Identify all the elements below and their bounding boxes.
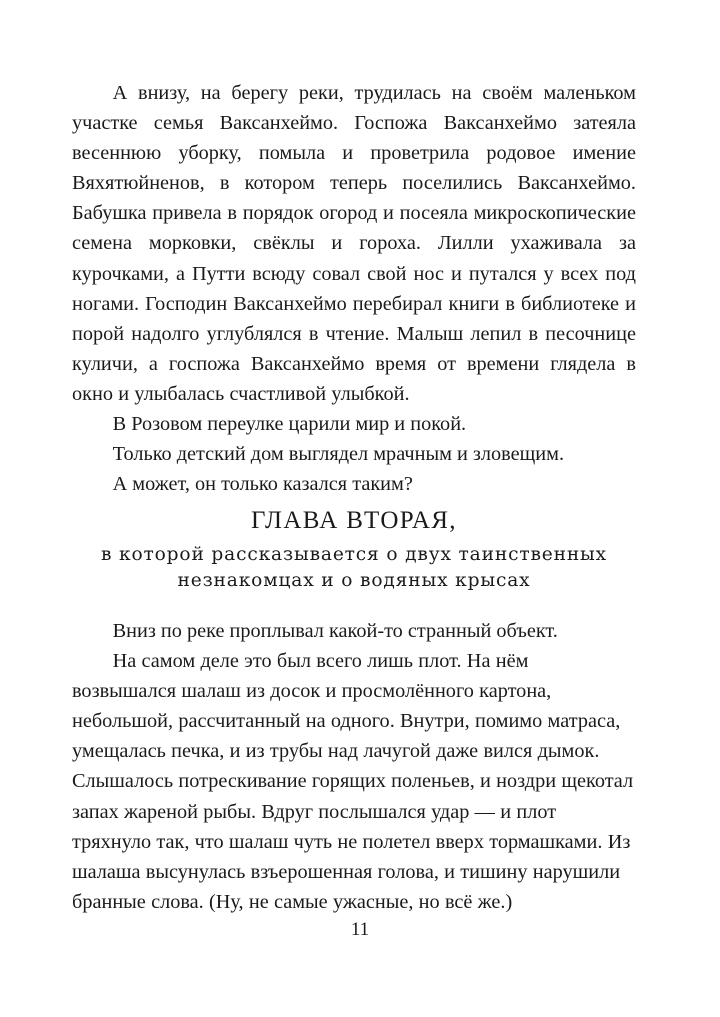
paragraph: Вниз по реке проплывал какой-то странный объект.: [112, 620, 558, 642]
body-text-top: [72, 78, 636, 499]
paragraph: А может, он только казался таким?: [112, 473, 413, 496]
paragraph: На самом деле это был всего лишь плот. На нём возвышался шалаш из досок и просмолённого картона, небольшой, рассчитанный на одного. Внутри, помимо матраса, умещалась печка, и из трубы над лачугой даже вился дымок. Слышалось потрескивание горящих поленьев, и ноздри щекотал запах жареной рыбы. Вдруг послышался удар — и плот тряхнуло так, что шалаш чуть не полетел вверх тормашками. Из шалаша высунулась взъерошенная голова, и тишину нарушили бранные слова. (Ну, не самые ужасные, но всё же.): [72, 650, 634, 913]
chapter-heading: [72, 505, 636, 594]
chapter-subtitle-line-2: незнакомцах и о водяных крысах: [177, 570, 531, 591]
body-text-bottom: [72, 616, 636, 917]
paragraph: В Розовом переулке царили мир и покой.: [112, 413, 467, 436]
paragraph: Только детский дом выглядел мрачным и зловещим.: [112, 443, 565, 466]
paragraph: А внизу, на берегу реки, трудилась на своём маленьком участке семья Ваксанхеймо. Госпожа Ваксанхеймо затеяла весеннюю уборку, помыла и проветрила родовое имение Вяхятюйненов, в котором теперь поселились Ваксанхеймо. Бабушка привела в порядок огород и посеяла микроскопические семена морковки, свёклы и гороха. Лилли ухаживала за курочками, а Путти всюду совал свой нос и путался у всех под ногами. Господин Ваксанхеймо перебирал книги в библиотеке и порой надолго углублялся в чтение. Малыш лепил в песочнице куличи, а госпожа Ваксанхеймо время от времени глядела в окно и улыбалась счастливой улыбкой.: [72, 82, 636, 405]
page-number: 11: [350, 919, 370, 940]
chapter-subtitle: [72, 542, 636, 594]
chapter-subtitle-line-1: в которой рассказывается о двух таинственных: [100, 544, 608, 565]
chapter-title: ГЛАВА ВТОРАЯ,: [251, 507, 457, 534]
